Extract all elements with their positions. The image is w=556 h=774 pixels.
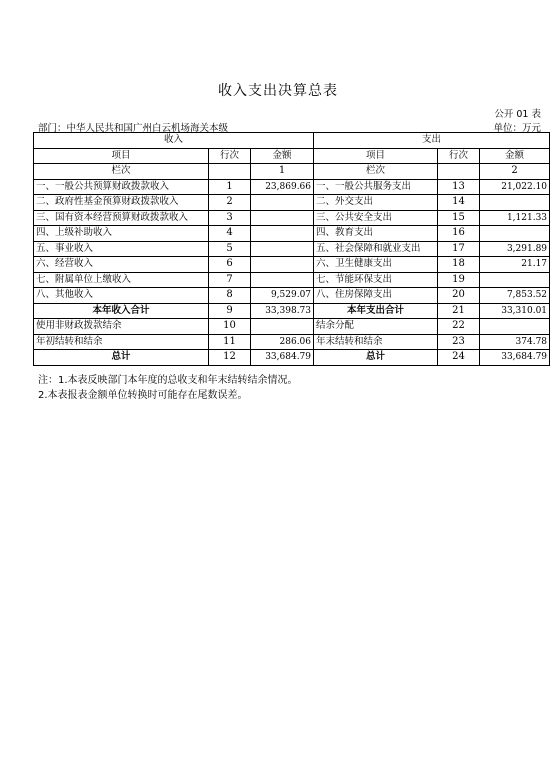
expense-colno-label: 栏次 <box>314 164 438 180</box>
expense-line-cell: 20 <box>438 288 480 304</box>
expense-item-cell: 一、一般公共服务支出 <box>314 179 438 195</box>
income-item-cell: 总计 <box>34 350 209 366</box>
income-section-header: 收入 <box>34 133 314 149</box>
income-item-cell: 四、上级补助收入 <box>34 226 209 242</box>
table-row <box>34 179 550 195</box>
income-amount-cell: 286.06 <box>251 334 314 350</box>
income-colno-value: 1 <box>251 164 314 180</box>
expense-item-cell: 四、教育支出 <box>314 226 438 242</box>
income-item-cell: 本年收入合计 <box>34 303 209 319</box>
income-line-cell: 2 <box>209 195 251 211</box>
income-line-cell: 3 <box>209 210 251 226</box>
expense-amount-cell: 374.78 <box>480 334 550 350</box>
table-row <box>34 303 550 319</box>
income-line-cell: 1 <box>209 179 251 195</box>
income-line-cell: 7 <box>209 272 251 288</box>
income-amount-cell <box>251 272 314 288</box>
income-item-cell: 使用非财政拨款结余 <box>34 319 209 335</box>
income-line-cell: 10 <box>209 319 251 335</box>
expense-item-cell: 八、住房保障支出 <box>314 288 438 304</box>
income-line-cell: 8 <box>209 288 251 304</box>
income-amount-cell: 33,684.79 <box>251 350 314 366</box>
income-amount-cell <box>251 257 314 273</box>
income-line-cell: 9 <box>209 303 251 319</box>
header-row-column-numbers <box>34 164 550 180</box>
income-line-cell: 11 <box>209 334 251 350</box>
expense-amount-cell: 1,121.33 <box>480 210 550 226</box>
table-row <box>34 288 550 304</box>
income-line-cell: 4 <box>209 226 251 242</box>
expense-item-cell: 总计 <box>314 350 438 366</box>
expense-line-cell: 23 <box>438 334 480 350</box>
expense-amount-cell: 33,684.79 <box>480 350 550 366</box>
income-amount-cell: 9,529.07 <box>251 288 314 304</box>
income-amount-cell: 23,869.66 <box>251 179 314 195</box>
table-row <box>34 241 550 257</box>
income-item-header: 项目 <box>34 148 209 164</box>
expense-line-cell: 14 <box>438 195 480 211</box>
income-colno-label: 栏次 <box>34 164 209 180</box>
table-row <box>34 210 550 226</box>
expense-line-cell: 22 <box>438 319 480 335</box>
income-amount-cell <box>251 226 314 242</box>
income-item-cell: 二、政府性基金预算财政拨款收入 <box>34 195 209 211</box>
table-row <box>34 195 550 211</box>
expense-item-cell: 三、公共安全支出 <box>314 210 438 226</box>
expense-line-cell: 24 <box>438 350 480 366</box>
page-title: 收入支出决算总表 <box>218 83 338 99</box>
expense-line-cell: 19 <box>438 272 480 288</box>
expense-item-cell: 二、外交支出 <box>314 195 438 211</box>
expense-line-cell: 16 <box>438 226 480 242</box>
income-item-cell: 三、国有资本经营预算财政拨款收入 <box>34 210 209 226</box>
note-1: 注：1.本表反映部门本年度的总收支和年末结转结余情况。 <box>38 375 298 386</box>
income-item-cell: 七、附属单位上缴收入 <box>34 272 209 288</box>
expense-line-cell: 18 <box>438 257 480 273</box>
expense-colno-blank <box>438 164 480 180</box>
expense-item-header: 项目 <box>314 148 438 164</box>
income-item-cell: 六、经营收入 <box>34 257 209 273</box>
expense-amount-header: 金额 <box>480 148 550 164</box>
income-amount-cell <box>251 319 314 335</box>
expense-item-cell: 六、卫生健康支出 <box>314 257 438 273</box>
department-label: 部门：中华人民共和国广州白云机场海关本级 <box>38 123 229 134</box>
income-line-header: 行次 <box>209 148 251 164</box>
expense-amount-cell: 33,310.01 <box>480 303 550 319</box>
income-amount-cell <box>251 241 314 257</box>
unit-label: 单位：万元 <box>493 123 541 134</box>
expense-item-cell: 七、节能环保支出 <box>314 272 438 288</box>
income-line-cell: 6 <box>209 257 251 273</box>
header-row-section <box>34 133 550 149</box>
table-row <box>34 334 550 350</box>
expense-amount-cell: 7,853.52 <box>480 288 550 304</box>
expense-amount-cell <box>480 226 550 242</box>
table-row <box>34 319 550 335</box>
expense-amount-cell: 3,291.89 <box>480 241 550 257</box>
table-code: 公开 01 表 <box>494 109 541 120</box>
expense-line-header: 行次 <box>438 148 480 164</box>
expense-line-cell: 13 <box>438 179 480 195</box>
expense-amount-cell <box>480 195 550 211</box>
expense-item-cell: 结余分配 <box>314 319 438 335</box>
expense-item-cell: 年末结转和结余 <box>314 334 438 350</box>
expense-item-cell: 本年支出合计 <box>314 303 438 319</box>
income-line-cell: 5 <box>209 241 251 257</box>
income-expense-table <box>33 132 550 366</box>
expense-line-cell: 21 <box>438 303 480 319</box>
expense-amount-cell: 21.17 <box>480 257 550 273</box>
table-row <box>34 257 550 273</box>
expense-amount-cell <box>480 272 550 288</box>
income-item-cell: 一、一般公共预算财政拨款收入 <box>34 179 209 195</box>
table-row <box>34 350 550 366</box>
income-item-cell: 八、其他收入 <box>34 288 209 304</box>
expense-colno-value: 2 <box>480 164 550 180</box>
expense-amount-cell <box>480 319 550 335</box>
table-row <box>34 226 550 242</box>
table-row <box>34 272 550 288</box>
income-amount-cell: 33,398.73 <box>251 303 314 319</box>
notes <box>38 373 298 403</box>
expense-line-cell: 15 <box>438 210 480 226</box>
expense-line-cell: 17 <box>438 241 480 257</box>
income-amount-cell <box>251 210 314 226</box>
income-amount-cell <box>251 195 314 211</box>
expense-amount-cell: 21,022.10 <box>480 179 550 195</box>
income-line-cell: 12 <box>209 350 251 366</box>
meta-row <box>38 120 541 132</box>
income-amount-header: 金额 <box>251 148 314 164</box>
header-row-columns <box>34 148 550 164</box>
expense-section-header: 支出 <box>314 133 550 149</box>
income-colno-blank <box>209 164 251 180</box>
income-item-cell: 五、事业收入 <box>34 241 209 257</box>
note-2: 2.本表报表金额单位转换时可能存在尾数误差。 <box>38 390 248 401</box>
income-item-cell: 年初结转和结余 <box>34 334 209 350</box>
expense-item-cell: 五、社会保障和就业支出 <box>314 241 438 257</box>
